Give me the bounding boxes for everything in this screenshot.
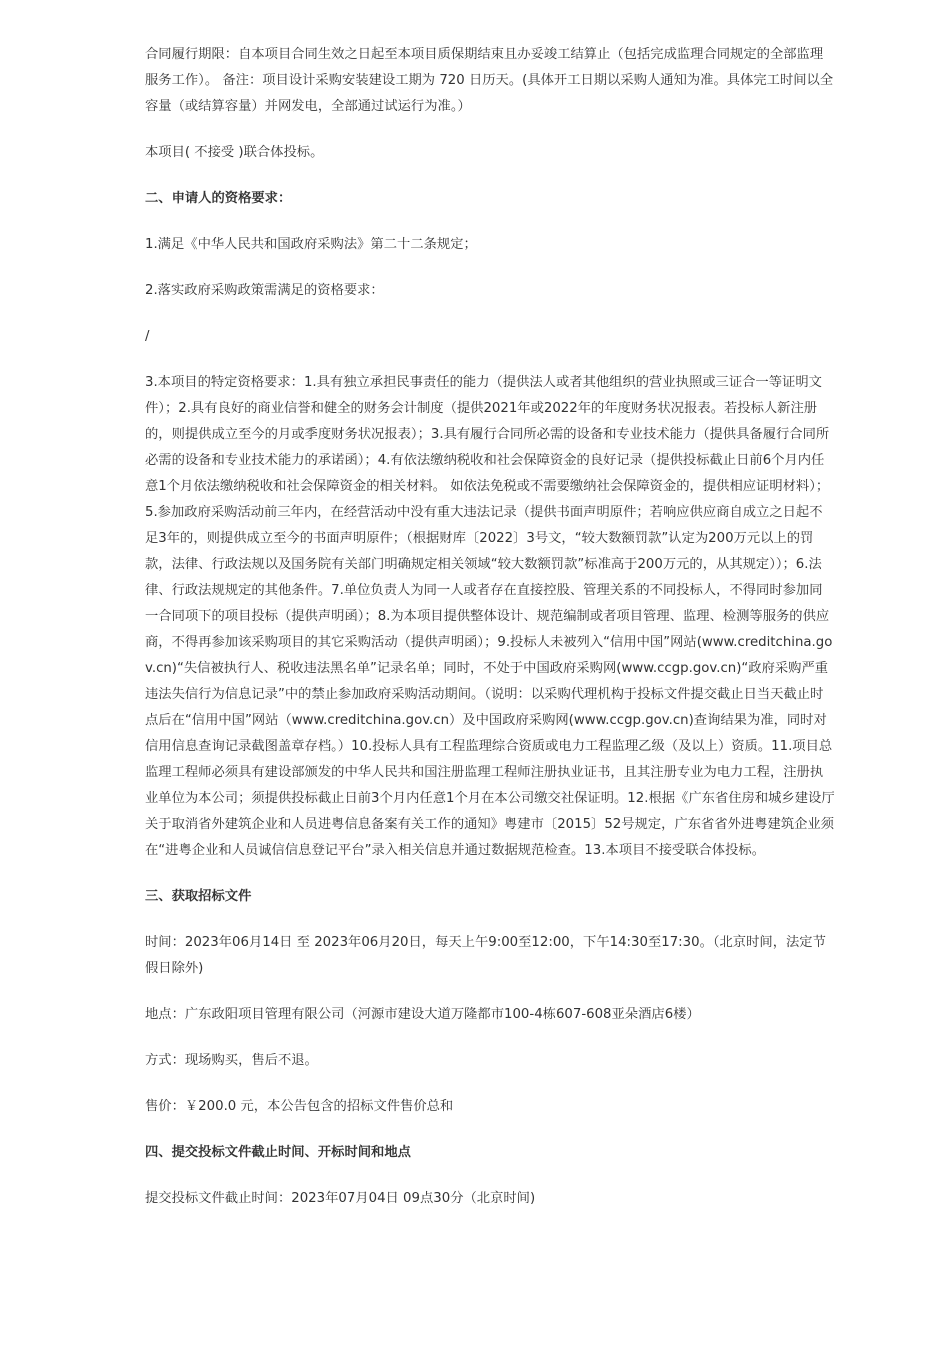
section-heading-obtain-documents: 三、获取招标文件 xyxy=(145,889,252,904)
requirement-1: 1.满足《中华人民共和国政府采购法》第二十二条规定； xyxy=(145,237,477,252)
obtain-method: 方式：现场购买，售后不退。 xyxy=(145,1053,318,1068)
obtain-price: 售价：￥200.0 元，本公告包含的招标文件售价总和 xyxy=(145,1099,454,1114)
requirement-2-value: / xyxy=(145,329,150,344)
obtain-time: 时间：2023年06月14日 至 2023年06月20日，每天上午9:00至12:00，下午14:30至17:30。（北京时间，法定节假日除外) xyxy=(145,935,826,976)
announcement-body xyxy=(145,42,835,1232)
section-heading-qualifications: 二、申请人的资格要求： xyxy=(145,191,292,206)
requirement-2: 2.落实政府采购政策需满足的资格要求： xyxy=(145,283,384,298)
contract-period-text: 合同履行期限：自本项目合同生效之日起至本项目质保期结束且办妥竣工结算止（包括完成监理合同规定的全部监理服务工作）。 备注：项目设计采购安装建设工期为 720 日历天。(具体开工日期以采购人通知为准。具体完工时间以全容量（或结算容量）并网发电，全部通过试运行为准。） xyxy=(145,47,834,114)
submission-deadline: 提交投标文件截止时间：2023年07月04日 09点30分（北京时间) xyxy=(145,1191,536,1206)
requirement-3: 3.本项目的特定资格要求：1.具有独立承担民事责任的能力（提供法人或者其他组织的营业执照或三证合一等证明文件）；2.具有良好的商业信誉和健全的财务会计制度（提供2021年或2022年的年度财务状况报表。若投标人新注册的，则提供成立至今的月或季度财务状况报表）；3.具有履行合同所必需的设备和专业技术能力（提供具备履行合同所必需的设备和专业技术能力的承诺函）；4.有依法缴纳税收和社会保障资金的良好记录（提供投标截止日前6个月内任意1个月依法缴纳税收和社会保障资金的相关材料。 如依法免税或不需要缴纳社会保障资金的，提供相应证明材料）；5.参加政府采购活动前三年内，在经营活动中没有重大违法记录（提供书面声明原件；若响应供应商自成立之日起不足3年的，则提供成立至今的书面声明原件；（根据财库〔2022〕3号文，“较大数额罚款”认定为200万元以上的罚款，法律、行政法规以及国务院有关部门明确规定相关领域“较大数额罚款”标准高于200万元的，从其规定））；6.法律、行政法规规定的其他条件。7.单位负责人为同一人或者存在直接控股、管理关系的不同投标人，不得同时参加同一合同项下的项目投标（提供声明函）；8.为本项目提供整体设计、规范编制或者项目管理、监理、检测等服务的供应商，不得再参加该采购项目的其它采购活动（提供声明函）；9.投标人未被列入“信用中国”网站(www.creditchina.gov.cn)“失信被执行人、税收违法黑名单”记录名单；同时，不处于中国政府采购网(www.ccgp.gov.cn)“政府采购严重违法失信行为信息记录”中的禁止参加政府采购活动期间。（说明：以采购代理机构于投标文件提交截止日当天截止时点后在“信用中国”网站（www.creditchina.gov.cn）及中国政府采购网(www.ccgp.gov.cn)查询结果为准，同时对信用信息查询记录截图盖章存档。）10.投标人具有工程监理综合资质或电力工程监理乙级（及以上）资质。11.项目总监理工程师必须具有建设部颁发的中华人民共和国注册监理工程师注册执业证书，且其注册专业为电力工程，注册执业单位为本公司；须提供投标截止日前3个月内任意1个月在本公司缴交社保证明。12.根据《广东省住房和城乡建设厅关于取消省外建筑企业和人员进粤信息备案有关工作的通知》粤建市〔2015〕52号规定，广东省省外进粤建筑企业须在“进粤企业和人员诚信信息登记平台”录入相关信息并通过数据规范检查。13.本项目不接受联合体投标。 xyxy=(145,375,835,858)
section-heading-submission: 四、提交投标文件截止时间、开标时间和地点 xyxy=(145,1145,411,1160)
obtain-place: 地点：广东政阳项目管理有限公司（河源市建设大道万隆都市100-4栋607-608亚朵酒店6楼） xyxy=(145,1007,700,1022)
consortium-text: 本项目( 不接受 )联合体投标。 xyxy=(145,145,324,160)
